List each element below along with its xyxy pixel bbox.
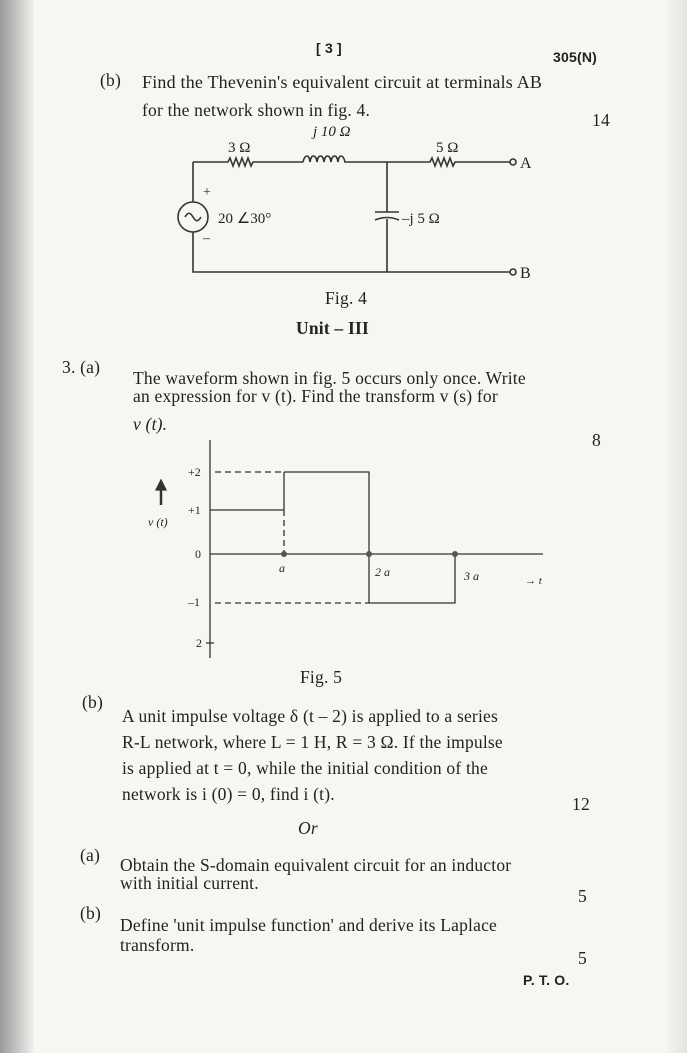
xtick: a (279, 561, 285, 575)
q2b-line: for the network shown in fig. 4. (142, 100, 371, 120)
q3b-line: is applied at t = 0, while the initial condition of the (122, 758, 488, 778)
q3b-line: A unit impulse voltage δ (t – 2) is applied to a series (122, 706, 498, 726)
page-number: [ 3 ] (316, 40, 342, 56)
ytick: 2 (196, 636, 202, 650)
qb-line: transform. (120, 935, 195, 955)
ytick: 0 (195, 547, 201, 561)
scan-shadow-right (665, 0, 687, 1053)
x-axis-label: → t (525, 575, 542, 587)
unit-heading: Unit – III (296, 318, 369, 338)
y-axis-label: v (t) (148, 515, 168, 529)
fig5-caption: Fig. 5 (300, 667, 343, 687)
r2-label: 5 Ω (436, 140, 459, 156)
q2b-line: Find the Thevenin's equivalent circuit at terminals AB (142, 72, 543, 92)
l1-label: j 10 Ω (313, 124, 351, 140)
r1-label: 3 Ω (228, 140, 251, 156)
q3b-label: (b) (82, 692, 104, 712)
scan-shadow (0, 0, 34, 1053)
point-a (281, 551, 287, 557)
terminal-b: B (520, 265, 531, 282)
q3b-line: network is i (0) = 0, find i (t). (122, 784, 335, 804)
waveform-line (210, 472, 455, 603)
q3a-line: The waveform shown in fig. 5 occurs only once. Write (133, 368, 526, 388)
q2b-label: (b) (100, 70, 122, 90)
minus-label: – (203, 231, 210, 246)
qb-line: Define 'unit impulse function' and derive its Laplace (120, 915, 497, 935)
xtick: 2 a (375, 565, 390, 579)
q3a-line: an expression for v (t). Find the transform v (s) for (133, 386, 498, 406)
q3b-line: R-L network, where L = 1 H, R = 3 Ω. If the impulse (122, 732, 503, 752)
fig4-caption: Fig. 4 (325, 288, 368, 308)
ytick: +2 (188, 465, 201, 479)
cap-label: –j 5 Ω (402, 211, 440, 227)
q3b-marks: 12 (572, 794, 590, 814)
qb-label: (b) (80, 903, 102, 923)
plus-label: + (203, 185, 211, 200)
q2b-marks: 14 (592, 110, 610, 130)
qa-line: with initial current. (120, 873, 259, 893)
qb-marks: 5 (578, 948, 587, 968)
point-2a (366, 551, 372, 557)
point-3a (452, 551, 458, 557)
q3a-line: v (t). (133, 414, 168, 434)
q3a-label: 3. (a) (62, 357, 101, 377)
fig4-circuit (170, 120, 550, 290)
qa-marks: 5 (578, 886, 587, 906)
qa-label: (a) (80, 845, 101, 865)
fig5-waveform (140, 440, 560, 660)
q3a-marks: 8 (592, 430, 601, 450)
pto-footer: P. T. O. (523, 972, 570, 988)
ytick: +1 (188, 503, 201, 517)
xtick: 3 a (464, 569, 479, 583)
source-label: 20 ∠30° (218, 211, 272, 227)
paper-code: 305(N) (553, 49, 597, 65)
terminal-a: A (520, 155, 532, 172)
ytick: –1 (188, 595, 200, 609)
or-separator: Or (298, 818, 318, 838)
qa-line: Obtain the S-domain equivalent circuit for an inductor (120, 855, 512, 875)
